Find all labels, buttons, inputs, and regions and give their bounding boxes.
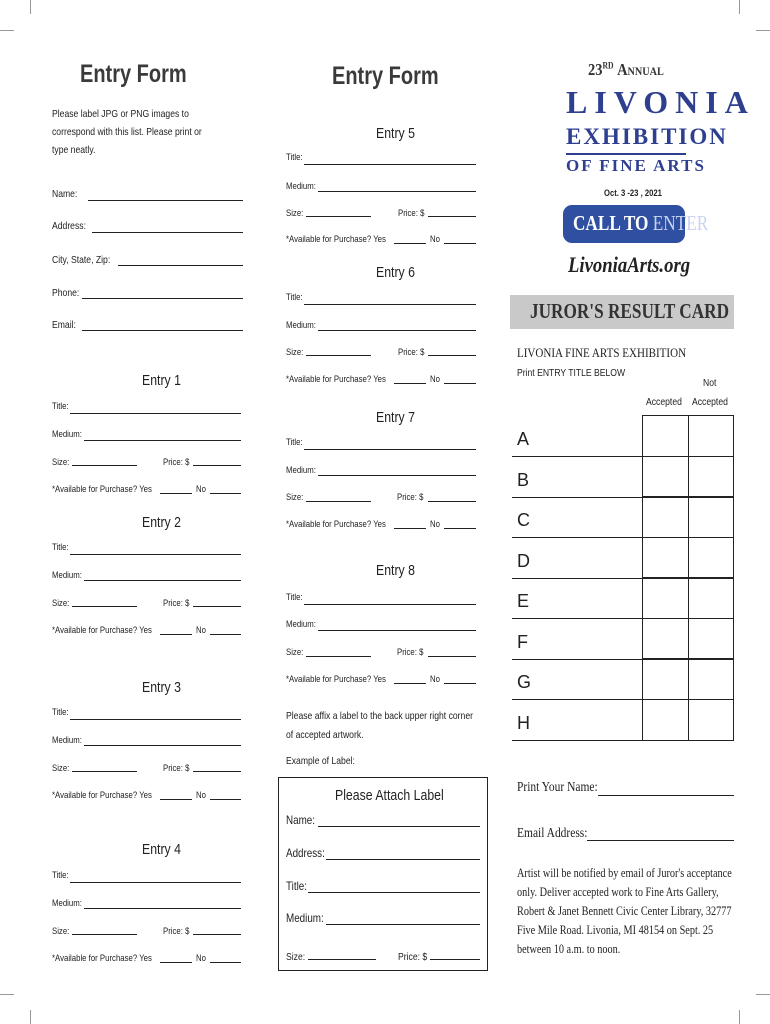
crop-mark [0,30,14,31]
available-label: *Available for Purchase? Yes [52,790,152,801]
entry-6-heading: Entry 6 [376,264,415,281]
label-medium: Medium: [286,911,324,925]
size-label: Size: [52,457,70,468]
affix-note: of accepted artwork. [286,729,364,741]
label-price-field[interactable] [430,959,480,960]
entry-5-title-field[interactable] [304,164,476,165]
entry-1-medium-field[interactable] [84,440,241,441]
label-name: Name: [286,813,315,827]
size-label: Size: [52,926,70,937]
entry-3-heading: Entry 3 [142,679,181,696]
entry-8-heading: Entry 8 [376,562,415,579]
notice-line: only. Deliver accepted work to Fine Arts Gallery, [517,885,719,899]
entry-8-yes-field[interactable] [394,683,426,684]
crop-mark [756,30,770,31]
available-label: *Available for Purchase? Yes [286,519,386,530]
not-accepted-cell[interactable] [688,699,734,741]
crop-mark [30,0,31,14]
row-divider [512,578,642,579]
label-title-field[interactable] [308,892,480,893]
entry-5-size-field[interactable] [306,216,371,217]
entry-6-title-field[interactable] [304,304,476,305]
call-to-enter-text [573,211,708,236]
price-label: Price: $ [163,598,190,609]
entry-7-size-field[interactable] [306,501,371,502]
call-enter: ENTER [652,211,709,235]
entry-6-price-field[interactable] [428,355,476,356]
label-address-field[interactable] [326,859,480,860]
row-letter: C [517,510,530,530]
accepted-cell[interactable] [642,618,689,660]
title-label: Title: [52,870,69,881]
size-label: Size: [286,492,304,503]
no-label: No [430,234,440,245]
size-label: Size: [52,763,70,774]
not-accepted-cell[interactable] [688,456,734,498]
entry-5-yes-field[interactable] [394,243,426,244]
entry-2-heading: Entry 2 [142,514,181,531]
available-label: *Available for Purchase? Yes [286,374,386,385]
call-to-bold: CALL TO [573,211,649,235]
entry-2-size-field[interactable] [72,606,137,607]
entry-4-medium-field[interactable] [84,908,241,909]
medium-label: Medium: [286,320,316,331]
entry-1-title-field[interactable] [70,413,241,414]
notice-line: Artist will be notified by email of Juror's acceptance [517,866,732,880]
entry-1-heading: Entry 1 [142,372,181,389]
entry-6-medium-field[interactable] [318,330,476,331]
row-letter: G [517,672,532,692]
exhibition-logo-text: EXHIBITION [566,124,728,149]
row-divider [512,456,642,457]
entry-7-price-field[interactable] [428,501,476,502]
price-label: Price: $ [397,647,424,658]
entry-4-no-field[interactable] [210,962,241,963]
email-label: Email: [52,319,76,331]
entry-8-size-field[interactable] [306,656,371,657]
entry-7-heading: Entry 7 [376,409,415,426]
price-label: Price: $ [398,347,425,358]
entry-4-price-field[interactable] [193,934,241,935]
medium-label: Medium: [52,735,82,746]
title-label: Title: [52,542,69,553]
size-label: Size: [286,208,304,219]
middle-title: Entry Form [332,62,439,90]
title-label: Title: [286,152,303,163]
entry-1-price-field[interactable] [193,465,241,466]
price-label: Price: $ [397,492,424,503]
annual-heading [588,60,664,80]
row-divider [512,618,642,619]
col-not-label: Not [703,377,717,389]
left-title: Entry Form [80,60,187,88]
title-label: Title: [52,707,69,718]
entry-1-size-field[interactable] [72,465,137,466]
email-field[interactable] [82,330,243,331]
price-label: Price: $ [163,926,190,937]
entry-7-title-field[interactable] [304,449,476,450]
address-label: Address: [52,220,86,232]
no-label: No [430,674,440,685]
annual-suffix: RD [602,60,614,71]
print-name-field[interactable] [598,795,734,796]
accepted-cell[interactable] [642,577,689,619]
not-accepted-cell[interactable] [688,496,734,538]
phone-field[interactable] [82,298,243,299]
entry-4-size-field[interactable] [72,934,137,935]
entry-3-title-field[interactable] [70,719,241,720]
size-label: Size: [286,647,304,658]
label-name-field[interactable] [318,826,480,827]
entry-8-title-field[interactable] [304,604,476,605]
phone-label: Phone: [52,287,80,299]
no-label: No [196,625,206,636]
row-divider [512,659,642,660]
title-label: Title: [286,292,303,303]
row-letter: H [517,713,530,733]
email-address-field[interactable] [587,840,734,841]
entry-8-medium-field[interactable] [318,630,476,631]
entry-5-medium-field[interactable] [318,191,476,192]
entry-3-medium-field[interactable] [84,745,241,746]
label-title: Title: [286,879,307,893]
size-label: Size: [52,598,70,609]
no-label: No [196,953,206,964]
medium-label: Medium: [286,465,316,476]
accepted-cell[interactable] [642,658,689,700]
row-divider [512,740,642,741]
accepted-cell[interactable] [642,415,689,457]
city-label: City, State, Zip: [52,254,111,266]
name-field[interactable] [88,200,243,201]
entry-8-no-field[interactable] [444,683,476,684]
entry-3-price-field[interactable] [193,771,241,772]
not-accepted-cell[interactable] [688,618,734,660]
entry-2-yes-field[interactable] [160,634,192,635]
accepted-cell[interactable] [642,699,689,741]
entry-4-heading: Entry 4 [142,841,181,858]
address-field[interactable] [92,232,243,233]
exhibit-name: LIVONIA FINE ARTS EXHIBITION [517,345,687,360]
not-accepted-cell[interactable] [688,415,734,457]
col-not-accepted-label: Accepted [692,396,728,408]
medium-label: Medium: [286,619,316,630]
row-letter: B [517,470,530,490]
intro-line: Please label JPG or PNG images to [52,108,189,120]
entry-2-price-field[interactable] [193,606,241,607]
notice-line: between 10 a.m. to noon. [517,942,621,956]
entry-6-yes-field[interactable] [394,383,426,384]
available-label: *Available for Purchase? Yes [52,625,152,636]
entry-4-yes-field[interactable] [160,962,192,963]
entry-7-yes-field[interactable] [394,528,426,529]
website: LivoniaArts.org [568,252,691,277]
row-divider [512,497,642,498]
label-box-heading: Please Attach Label [335,787,444,804]
juror-banner-text: JUROR'S RESULT CARD [530,299,730,323]
entry-6-no-field[interactable] [444,383,476,384]
entry-2-medium-field[interactable] [84,580,241,581]
no-label: No [196,790,206,801]
row-letter: A [517,429,530,449]
no-label: No [430,519,440,530]
email-address-label: Email Address: [517,826,588,841]
accepted-cell[interactable] [642,456,689,498]
price-label: Price: $ [398,208,425,219]
intro-line: correspond with this list. Please print or [52,126,202,138]
fine-arts-logo-text: OF FINE ARTS [566,156,706,175]
medium-label: Medium: [52,570,82,581]
example-label: Example of Label: [286,755,355,767]
entry-1-yes-field[interactable] [160,493,192,494]
row-letter: D [517,551,530,571]
affix-note: Please affix a label to the back upper right corner [286,710,473,722]
accepted-cell[interactable] [642,496,689,538]
crop-mark [30,1010,31,1024]
entry-3-no-field[interactable] [210,799,241,800]
not-accepted-cell[interactable] [688,537,734,579]
label-address: Address: [286,846,325,860]
available-label: *Available for Purchase? Yes [52,953,152,964]
entry-2-title-field[interactable] [70,554,241,555]
title-label: Title: [286,592,303,603]
title-label: Title: [286,437,303,448]
print-title-instruction: Print ENTRY TITLE BELOW [517,367,626,379]
entry-4-title-field[interactable] [70,882,241,883]
entry-5-heading: Entry 5 [376,125,415,142]
city-field[interactable] [118,265,243,266]
entry-1-no-field[interactable] [210,493,241,494]
intro-line: type neatly. [52,144,96,156]
not-accepted-cell[interactable] [688,658,734,700]
entry-2-no-field[interactable] [210,634,241,635]
accepted-cell[interactable] [642,537,689,579]
label-size: Size: [286,951,306,963]
row-letter: F [517,632,528,652]
price-label: Price: $ [163,457,190,468]
available-label: *Available for Purchase? Yes [286,234,386,245]
entry-6-size-field[interactable] [306,355,371,356]
crop-mark [756,994,770,995]
medium-label: Medium: [286,181,316,192]
annual-word: Annual [617,60,664,79]
no-label: No [196,484,206,495]
size-label: Size: [286,347,304,358]
label-price: Price: $ [398,951,428,963]
entry-3-yes-field[interactable] [160,799,192,800]
not-accepted-cell[interactable] [688,577,734,619]
label-medium-field[interactable] [326,924,480,925]
exhibition-dates: Oct. 3 -23 , 2021 [604,188,662,198]
livonia-logo-text: LIVONIA [566,84,755,120]
annual-number: 23 [588,60,603,79]
available-label: *Available for Purchase? Yes [286,674,386,685]
price-label: Price: $ [163,763,190,774]
entry-7-no-field[interactable] [444,528,476,529]
notice-line: Robert & Janet Bennett Civic Center Library, 32777 [517,904,732,918]
row-divider [512,537,642,538]
print-name-label: Print Your Name: [517,780,598,795]
name-label: Name: [52,188,78,200]
no-label: No [430,374,440,385]
notice-line: Five Mile Road. Livonia, MI 48154 on Sept. 25 [517,923,714,937]
available-label: *Available for Purchase? Yes [52,484,152,495]
label-box [278,777,488,971]
crop-mark [739,1010,740,1024]
logo-rule [566,153,686,155]
medium-label: Medium: [52,429,82,440]
row-divider [512,699,642,700]
medium-label: Medium: [52,898,82,909]
crop-mark [0,994,14,995]
entry-7-medium-field[interactable] [318,475,476,476]
title-label: Title: [52,401,69,412]
entry-3-size-field[interactable] [72,771,137,772]
entry-5-price-field[interactable] [428,216,476,217]
col-accepted-label: Accepted [646,396,682,408]
row-letter: E [517,591,530,611]
entry-5-no-field[interactable] [444,243,476,244]
entry-8-price-field[interactable] [428,656,476,657]
label-size-field[interactable] [308,959,376,960]
crop-mark [739,0,740,14]
